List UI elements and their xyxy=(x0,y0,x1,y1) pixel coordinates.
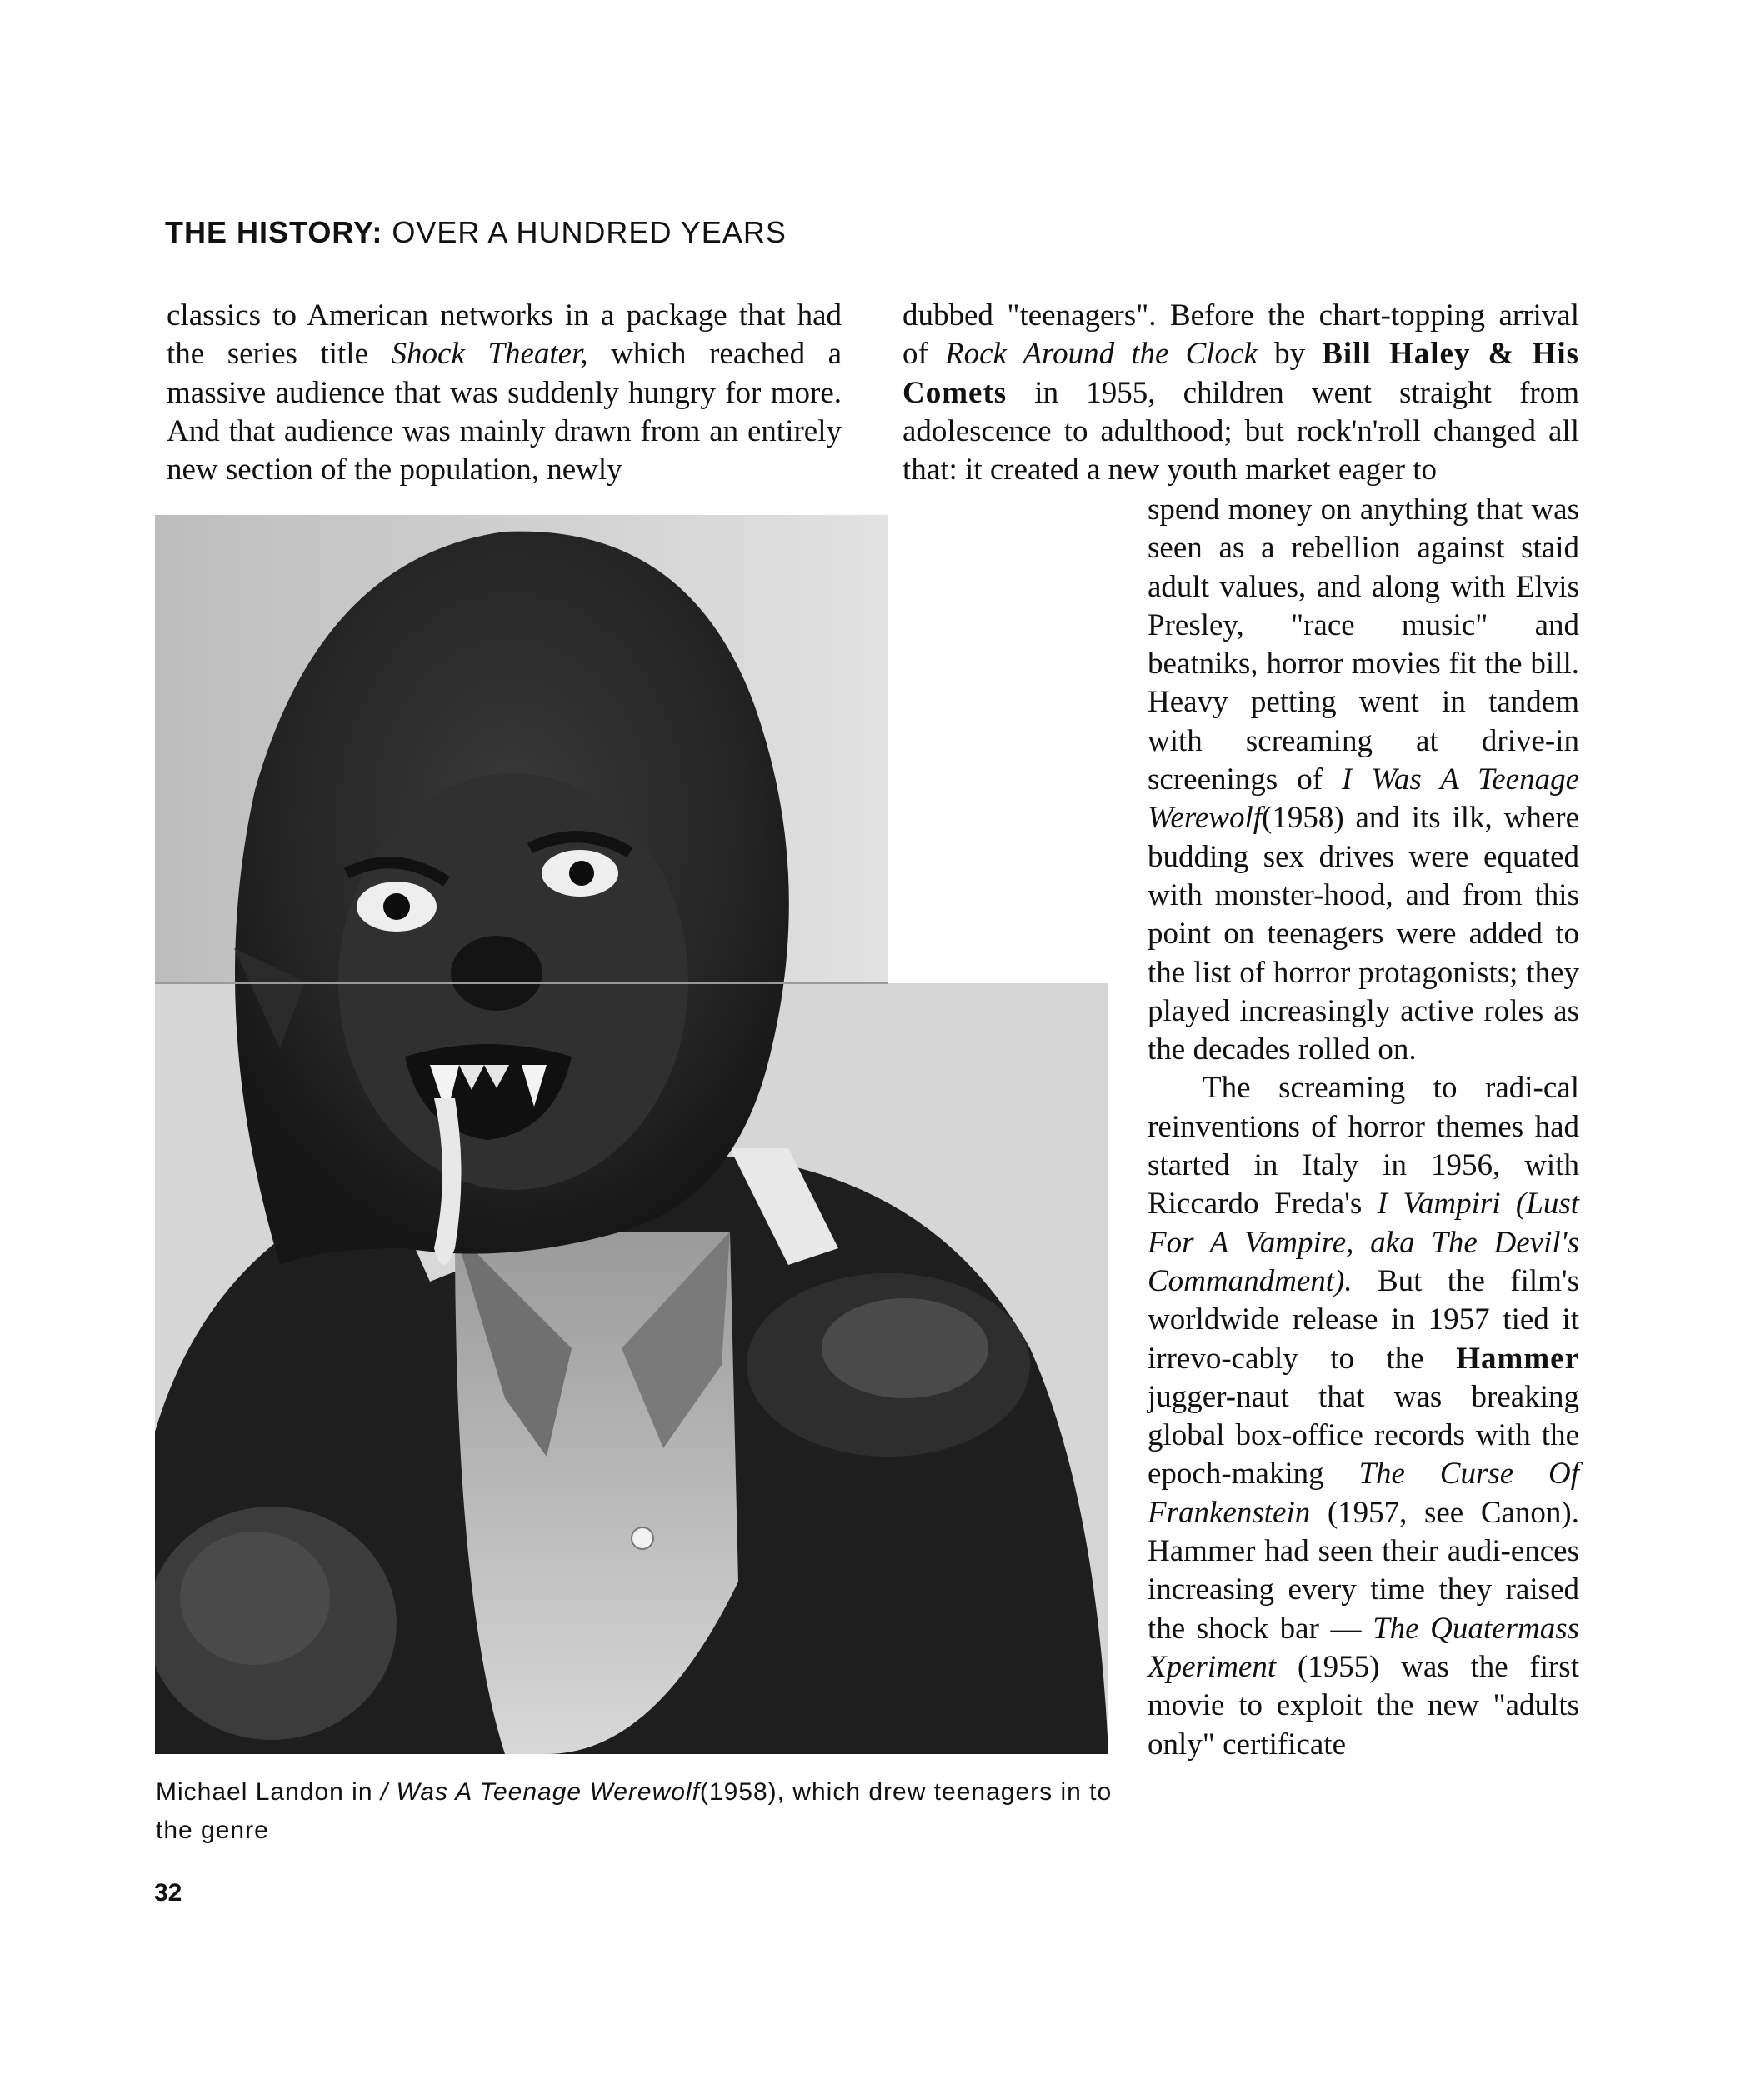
photo-caption xyxy=(156,1773,1122,1850)
right-top-text-a: dubbed "teenagers". Before the chart-topping arrival of xyxy=(902,298,1579,372)
narrow-paragraph-2 xyxy=(1148,1069,1579,1763)
film-title-frankenstein: The Curse Of Frankenstein xyxy=(1148,1457,1579,1530)
section-label: THE HISTORY: xyxy=(165,215,383,249)
right-top-paragraph xyxy=(902,297,1579,489)
narrow-text-d: But the film's worldwide release in 1957 tied it irrevo-cably to the xyxy=(1148,1263,1579,1376)
narrow-text-e: jugger-naut that was breaking global box-office records with the epoch-making xyxy=(1148,1379,1579,1492)
right-top-text-c: in 1955, children went straight from adolescence to adulthood; but rock'n'roll changed all that: it created a new youth market eager to xyxy=(902,375,1579,488)
left-paragraph xyxy=(167,297,842,489)
page-number: 32 xyxy=(154,1879,182,1907)
running-head xyxy=(165,215,787,250)
section-title: OVER A HUNDRED YEARS xyxy=(392,215,787,249)
werewolf-photo xyxy=(155,515,1108,1754)
caption-text-b: (1958), which drew teenagers in to the genre xyxy=(156,1778,1112,1844)
narrow-paragraph-1 xyxy=(1148,491,1579,1069)
left-text-b: which reached a massive audience that was suddenly hungry for more. And that audience was mainly drawn from an entirely new section of the population, newly xyxy=(167,337,842,488)
narrow-text-b: (1958) and its ilk, where budding sex drives were equated with monster-hood, and from this point on teenagers were added to the list of horror protagonists; they played increasingly active roles as the decades rolled on. xyxy=(1148,801,1579,1068)
series-title: Shock Theater, xyxy=(391,337,588,372)
narrow-text-f: (1957, see Canon). Hammer had seen their audi-ences increasing every time they raised the shock bar — xyxy=(1148,1495,1579,1646)
song-title: Rock Around the Clock xyxy=(945,337,1258,372)
film-title-werewolf: I Was A Teenage Werewolf xyxy=(1148,762,1579,836)
right-column-narrow xyxy=(1148,491,1579,1764)
narrow-text-g: (1955) was the first movie to exploit the new "adults only" certificate xyxy=(1148,1649,1579,1762)
right-column-top xyxy=(902,297,1579,489)
band-name: Bill Haley & His Comets xyxy=(902,337,1580,410)
caption-film-title: / Was A Teenage Werewolf xyxy=(380,1778,700,1806)
film-title-quatermass: The Quatermass Xperiment xyxy=(1148,1611,1579,1684)
caption-text-a: Michael Landon in xyxy=(156,1778,381,1806)
studio-name: Hammer xyxy=(1456,1341,1579,1376)
film-title-vampiri: I Vampiri (Lust For A Vampire, aka The Devil's Commandment). xyxy=(1148,1187,1579,1298)
narrow-text-c: The screaming to radi-cal reinventions of horror themes had started in Italy in 1956, with Riccardo Freda's xyxy=(1148,1071,1579,1222)
narrow-text-a: spend money on anything that was seen as a rebellion against staid adult values, and along with Elvis Presley, "race music" and beatniks, horror movies fit the bill. Heavy petting went in tandem with screaming at drive-in screenings of xyxy=(1148,492,1579,798)
left-column xyxy=(167,297,842,489)
left-text-a: classics to American networks in a package that had the series title xyxy=(167,298,842,372)
right-top-text-b: by xyxy=(1257,337,1322,372)
